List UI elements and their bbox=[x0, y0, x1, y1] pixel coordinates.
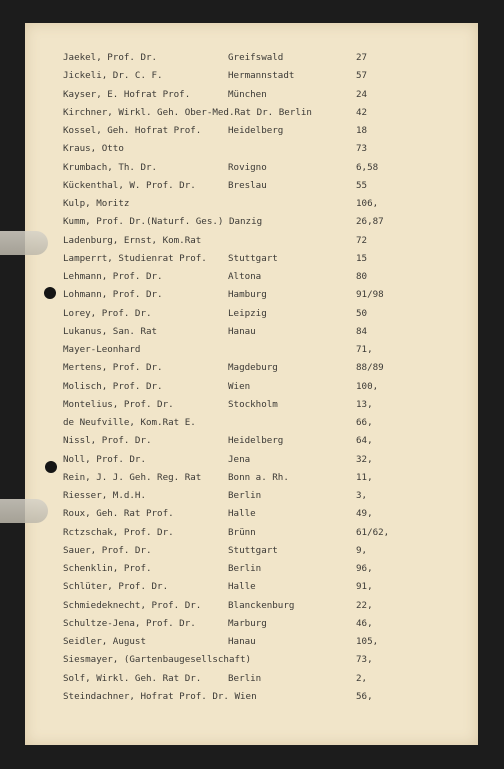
entry-place: München bbox=[228, 88, 267, 100]
entry-name: Kayser, E. Hofrat Prof. bbox=[63, 88, 191, 100]
entry-name: Lukanus, San. Rat bbox=[63, 325, 158, 337]
entry-name: Seidler, August bbox=[63, 636, 146, 647]
entry-name: Jickeli, Dr. C. F. bbox=[63, 70, 163, 82]
entry-name: de Neufville, Kom.Rat E. bbox=[63, 417, 196, 428]
entry-number: 15 bbox=[356, 252, 368, 264]
entry-place: Hanau bbox=[228, 325, 256, 337]
entry-number: 3, bbox=[356, 490, 368, 501]
entry-number: 32, bbox=[356, 453, 373, 465]
entry-number: 66, bbox=[356, 417, 373, 428]
entry-number: 42 bbox=[356, 106, 368, 118]
entry-number: 9, bbox=[356, 544, 368, 556]
entry-place: Stockholm bbox=[228, 398, 278, 410]
entry-name: Montelius, Prof. Dr. bbox=[63, 398, 174, 410]
entry-number: 105, bbox=[356, 636, 379, 647]
entry-place: Greifswald bbox=[228, 52, 284, 63]
entry-number: 100, bbox=[356, 380, 379, 392]
entry-number: 24 bbox=[356, 88, 368, 100]
entry-place: Breslau bbox=[228, 179, 267, 191]
entry-number: 27 bbox=[356, 52, 368, 63]
entry-place: Berlin bbox=[228, 563, 262, 574]
entry-number: 84 bbox=[356, 325, 368, 337]
entry-name: Lamperrt, Studienrat Prof. bbox=[63, 252, 207, 264]
entry-number: 56, bbox=[356, 690, 373, 702]
entry-number: 72 bbox=[356, 234, 368, 246]
entry-number: 55 bbox=[356, 179, 368, 191]
entry-number: 49, bbox=[356, 508, 373, 520]
entry-name: Mertens, Prof. Dr. bbox=[63, 362, 163, 374]
entry-number: 96, bbox=[356, 563, 373, 574]
entry-name: Riesser, M.d.H. bbox=[63, 490, 146, 501]
entry-number: 91/98 bbox=[356, 289, 384, 301]
entry-place: Rovigno bbox=[228, 161, 267, 173]
entry-number: 80 bbox=[356, 271, 368, 282]
punch-hole-upper bbox=[44, 287, 56, 299]
entry-place: Berlin bbox=[228, 490, 262, 501]
entry-number: 57 bbox=[356, 70, 368, 82]
entry-place: Stuttgart bbox=[228, 252, 278, 264]
entry-place: Marburg bbox=[228, 617, 267, 629]
entry-number: 73, bbox=[356, 654, 373, 666]
entry-number: 61/62, bbox=[356, 526, 390, 538]
entry-number: 73 bbox=[356, 143, 368, 155]
entry-name: Mayer-Leonhard bbox=[63, 344, 141, 355]
entry-name: Molisch, Prof. Dr. bbox=[63, 380, 163, 392]
entry-place: Berlin bbox=[228, 672, 262, 684]
entry-name: Ladenburg, Ernst, Kom.Rat bbox=[63, 234, 202, 246]
entry-name: Kirchner, Wirkl. Geh. Ober-Med.Rat Dr. Berlin bbox=[63, 106, 312, 118]
entry-number: 11, bbox=[356, 471, 373, 483]
entry-name: Nissl, Prof. Dr. bbox=[63, 435, 152, 447]
entry-number: 106, bbox=[356, 198, 379, 209]
entry-place: Blanckenburg bbox=[228, 599, 295, 611]
binder-tab-upper bbox=[0, 231, 48, 255]
entry-name: Lorey, Prof. Dr. bbox=[63, 307, 152, 319]
entry-place: Wien bbox=[228, 380, 251, 392]
entry-number: 6,58 bbox=[356, 161, 379, 173]
entry-place: Leipzig bbox=[228, 307, 267, 319]
entry-place: Hermannstadt bbox=[228, 70, 295, 82]
punch-hole-lower bbox=[45, 461, 57, 473]
entry-number: 71, bbox=[356, 344, 373, 355]
entry-name: Siesmayer, (Gartenbaugesellschaft) bbox=[63, 654, 252, 666]
entry-name: Schenklin, Prof. bbox=[63, 563, 152, 574]
entry-name: Kossel, Geh. Hofrat Prof. bbox=[63, 125, 202, 136]
entry-number: 88/89 bbox=[356, 362, 384, 374]
entry-name: Krumbach, Th. Dr. bbox=[63, 161, 158, 173]
entry-place: Stuttgart bbox=[228, 544, 278, 556]
binder-tab-lower bbox=[0, 499, 48, 523]
entry-place: Hamburg bbox=[228, 289, 267, 301]
entry-number: 46, bbox=[356, 617, 373, 629]
entry-name: Kumm, Prof. Dr.(Naturf. Ges.) Danzig bbox=[63, 216, 263, 228]
entry-name: Jaekel, Prof. Dr. bbox=[63, 52, 158, 63]
entry-number: 18 bbox=[356, 125, 368, 136]
entry-name: Noll, Prof. Dr. bbox=[63, 453, 146, 465]
entry-place: Heidelberg bbox=[228, 435, 284, 447]
entry-place: Halle bbox=[228, 508, 256, 520]
entry-place: Hanau bbox=[228, 636, 256, 647]
entry-name: Schmiedeknecht, Prof. Dr. bbox=[63, 599, 202, 611]
entry-name: Sauer, Prof. Dr. bbox=[63, 544, 152, 556]
entry-name: Steindachner, Hofrat Prof. Dr. Wien bbox=[63, 690, 257, 702]
entry-name: Kraus, Otto bbox=[63, 143, 124, 155]
entry-place: Halle bbox=[228, 581, 256, 593]
entry-number: 91, bbox=[356, 581, 373, 593]
entry-place: Brünn bbox=[228, 526, 256, 538]
entry-name: Schlüter, Prof. Dr. bbox=[63, 581, 169, 593]
entry-name: Rctzschak, Prof. Dr. bbox=[63, 526, 174, 538]
entry-number: 2, bbox=[356, 672, 368, 684]
entry-number: 13, bbox=[356, 398, 373, 410]
entry-name: Schultze-Jena, Prof. Dr. bbox=[63, 617, 196, 629]
entry-place: Altona bbox=[228, 271, 262, 282]
entry-place: Magdeburg bbox=[228, 362, 278, 374]
entry-name: Lehmann, Prof. Dr. bbox=[63, 271, 163, 282]
entry-name: Rein, J. J. Geh. Reg. Rat bbox=[63, 471, 202, 483]
entry-name: Lohmann, Prof. Dr. bbox=[63, 289, 163, 301]
entry-place: Jena bbox=[228, 453, 251, 465]
entry-number: 50 bbox=[356, 307, 368, 319]
entry-number: 64, bbox=[356, 435, 373, 447]
entry-name: Solf, Wirkl. Geh. Rat Dr. bbox=[63, 672, 202, 684]
entry-number: 26,87 bbox=[356, 216, 384, 228]
entry-name: Kückenthal, W. Prof. Dr. bbox=[63, 179, 196, 191]
entry-place: Heidelberg bbox=[228, 125, 284, 136]
entry-name: Roux, Geh. Rat Prof. bbox=[63, 508, 174, 520]
entry-name: Kulp, Moritz bbox=[63, 198, 130, 209]
entry-number: 22, bbox=[356, 599, 373, 611]
entry-place: Bonn a. Rh. bbox=[228, 471, 289, 483]
